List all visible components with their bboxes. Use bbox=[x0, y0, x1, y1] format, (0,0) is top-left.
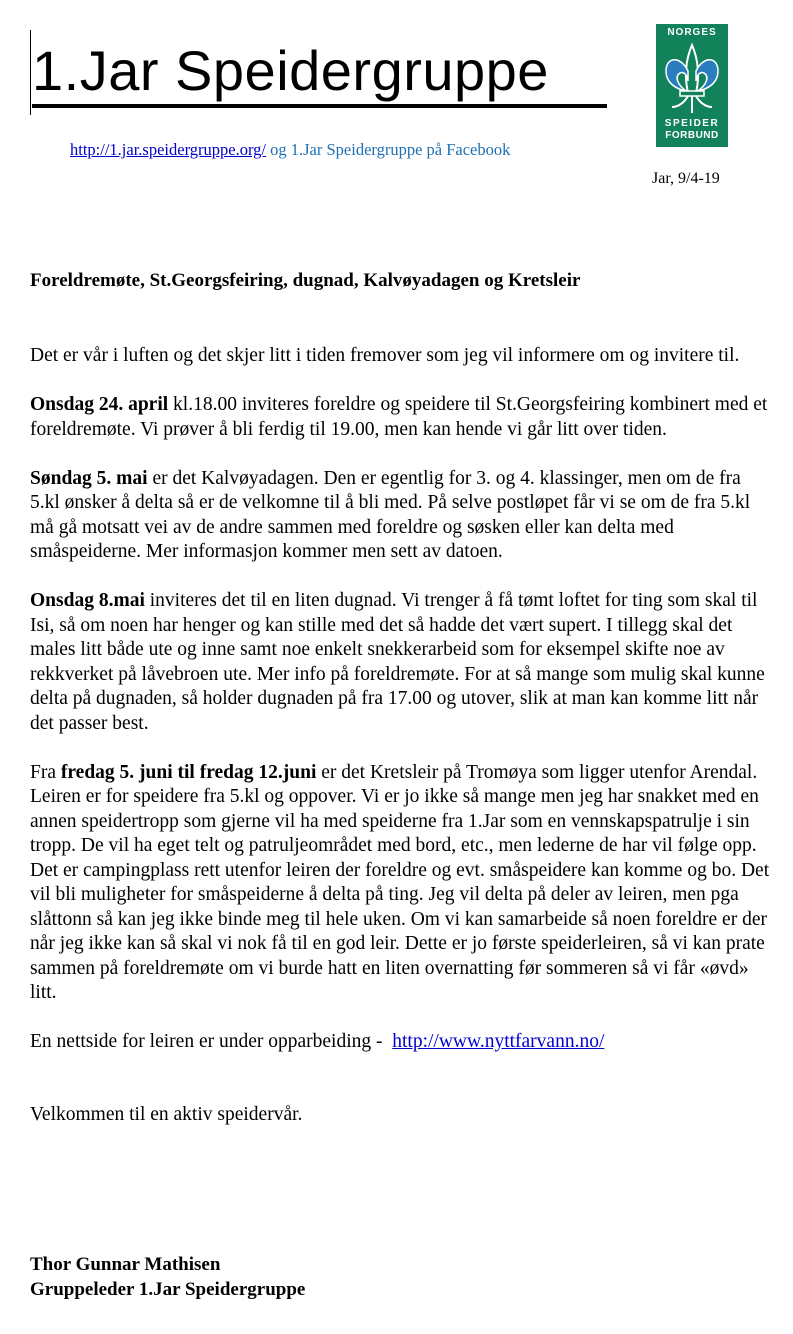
page-title: 1.Jar Speidergruppe bbox=[32, 39, 549, 102]
paragraph-dugnad: Onsdag 8.mai inviteres det til en liten dugnad. Vi trenger å få tømt loftet for ting som skal til Isi, så om noen har henger og kan stille med det så hadde det vært supert. I tillegg skal det males litt både ute og inne samt noe enkelt snekkerarbeid som for eksempel skifte noe av rekkverket på låvebroen ute. Mer info på foreldremøte. For at så mange som mulig skal kunne delta på dugnaden, så holder dugnaden på fra 17.00 og utover, slik at man kan komme litt når det passer best. bbox=[30, 590, 765, 734]
date-highlight: fredag 5. juni til fredag 12.juni bbox=[60, 761, 317, 783]
date-highlight: Søndag 5. mai bbox=[30, 467, 148, 489]
signature-name: Thor Gunnar Mathisen bbox=[30, 1254, 221, 1275]
paragraph-kalvoyadagen: Søndag 5. mai er det Kalvøyadagen. Den er egentlig for 3. og 4. klassinger, men om de fra 5.kl ønsker å delta så er de velkomne til å bli med. På selve postløpet får vi se om de fra 5.kl må gå motsatt vei av de andre sammen med foreldre og søsken eller kan delta med småspeiderne. Mer informasjon kommer men sett av datoen. bbox=[30, 467, 751, 562]
title-underline bbox=[32, 104, 607, 108]
paragraph-kretsleir: Fra fredag 5. juni til fredag 12.juni er det Kretsleir på Tromøya som ligger utenfor Arendal. Leiren er for speidere fra 5.kl og oppover. Vi er jo ikke så mange men jeg har snakket med en annen speidertropp som gjerne vil ha med speiderne fra 1.Jar som en vennskapspatrulje i sin tropp. De vil ha eget telt og patruljeområdet med bord, etc., men lederne de har vil følge opp. Det er campingplass rett utenfor leiren der foreldre og evt. småspeidere kan komme og bo. Det vil bli muligheter for småspeiderne å delta på ting. Jeg vil delta på deler av leiren, men pga slåttonn så kan jeg ikke binde meg til hele uken. Om vi kan samarbeide så noen foreldre er der når jeg ikke kan så skal vi nok få til en god leir. Dette er jo første speiderleiren, så vi kan prate sammen på foreldremøte om vi burde hatt en liten overnatting før sommeren så vi får «øvd» litt. bbox=[30, 761, 770, 1003]
norges-speiderforbund-logo bbox=[656, 24, 728, 147]
date-highlight: Onsdag 8.mai bbox=[30, 590, 145, 611]
paragraph-st-georg: Onsdag 24. april kl.18.00 inviteres foreldre og speidere til St.Georgsfeiring kombinert med et foreldremøte. Vi prøver å bli ferdig til 19.00, men kan hende vi går litt over tiden. bbox=[30, 394, 768, 440]
letter-body bbox=[30, 344, 770, 1152]
camp-website-link[interactable]: http://www.nyttfarvann.no/ bbox=[392, 1031, 605, 1052]
paragraph-website: En nettside for leiren er under opparbeiding - http://www.nyttfarvann.no/ bbox=[30, 1031, 605, 1052]
intro-paragraph: Det er vår i luften og det skjer litt i tiden fremover som jeg vil informere om og invitere til. bbox=[30, 345, 740, 366]
logo-top-text: NORGES bbox=[667, 27, 717, 38]
closing-line: Velkommen til en aktiv speidervår. bbox=[30, 1104, 303, 1125]
fleur-de-lis-icon bbox=[660, 41, 724, 117]
letter-heading: Foreldremøte, St.Georgsfeiring, dugnad, Kalvøyadagen og Kretsleir bbox=[30, 270, 581, 291]
website-link[interactable]: http://1.jar.speidergruppe.org/ bbox=[70, 140, 266, 159]
letter-date: Jar, 9/4-19 bbox=[652, 170, 720, 187]
signature-role: Gruppeleder 1.Jar Speidergruppe bbox=[30, 1279, 306, 1300]
logo-bottom-text-1: SPEIDER bbox=[664, 118, 720, 129]
text-cursor bbox=[30, 30, 31, 115]
signature bbox=[30, 1252, 305, 1302]
date-highlight: Onsdag 24. april bbox=[30, 394, 169, 415]
logo-bottom-text-2: FORBUND bbox=[665, 130, 719, 141]
header-links bbox=[70, 140, 510, 160]
facebook-text: og 1.Jar Speidergruppe på Facebook bbox=[266, 140, 511, 159]
